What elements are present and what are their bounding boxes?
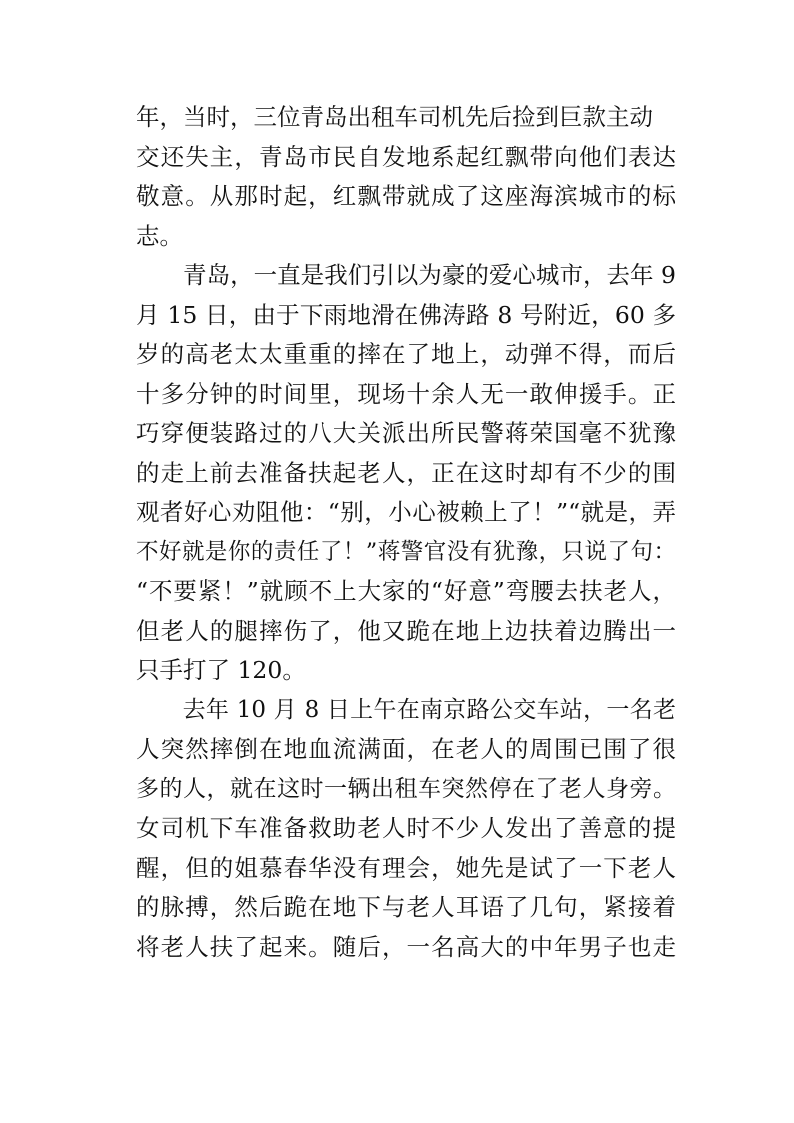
text-line: 的脉搏，然后跪在地下与老人耳语了几句，紧接着 <box>136 893 676 921</box>
document-body <box>136 98 676 967</box>
text-line: 岁的高老太太重重的摔在了地上，动弹不得，而后 <box>136 340 676 368</box>
text-line: 不好就是你的责任了！”蒋警官没有犹豫，只说了句： <box>136 538 676 565</box>
text-line: 年，当时，三位青岛出租车司机先后捡到巨款主动 <box>136 103 653 131</box>
text-line: 巧穿便装路过的八大关派出所民警蒋荣国毫不犹豫 <box>136 419 676 447</box>
text-line: 志。 <box>136 221 183 250</box>
text-line: 观者好心劝阻他：“别，小心被赖上了！”“就是，弄 <box>136 498 676 526</box>
text-line: 去年 10 月 8 日上午在南京路公交车站，一名老 <box>136 696 676 723</box>
text-line: 将老人扶了起来。随后，一名高大的中年男子也走 <box>136 932 676 961</box>
text-line: 但老人的腿摔伤了，他又跪在地上边扶着边腾出一 <box>136 616 676 645</box>
text-line: 月 15 日，由于下雨地滑在佛涛路 8 号附近，60 多 <box>136 300 676 329</box>
text-line: 醒，但的姐慕春华没有理会，她先是试了一下老人 <box>136 853 676 882</box>
text-line: 只手打了 120。 <box>136 656 306 684</box>
text-line: 女司机下车准备救助老人时不少人发出了善意的提 <box>136 814 676 842</box>
text-line: 人突然摔倒在地血流满面，在老人的周围已围了很 <box>136 735 676 763</box>
text-line: 青岛，一直是我们引以为豪的爱心城市，去年 9 <box>136 261 676 289</box>
text-line: 的走上前去准备扶起老人，正在这时却有不少的围 <box>136 458 676 487</box>
text-line: 十多分钟的时间里，现场十余人无一敢伸援手。正 <box>136 379 676 408</box>
text-line: “不要紧！”就顾不上大家的“好意”弯腰去扶老人， <box>136 577 676 605</box>
text-line: 交还失主，青岛市民自发地系起红飘带向他们表达 <box>136 142 676 171</box>
text-line: 敬意。从那时起，红飘带就成了这座海滨城市的标 <box>136 182 676 210</box>
text-line: 多的人，就在这时一辆出租车突然停在了老人身旁。 <box>136 775 676 802</box>
